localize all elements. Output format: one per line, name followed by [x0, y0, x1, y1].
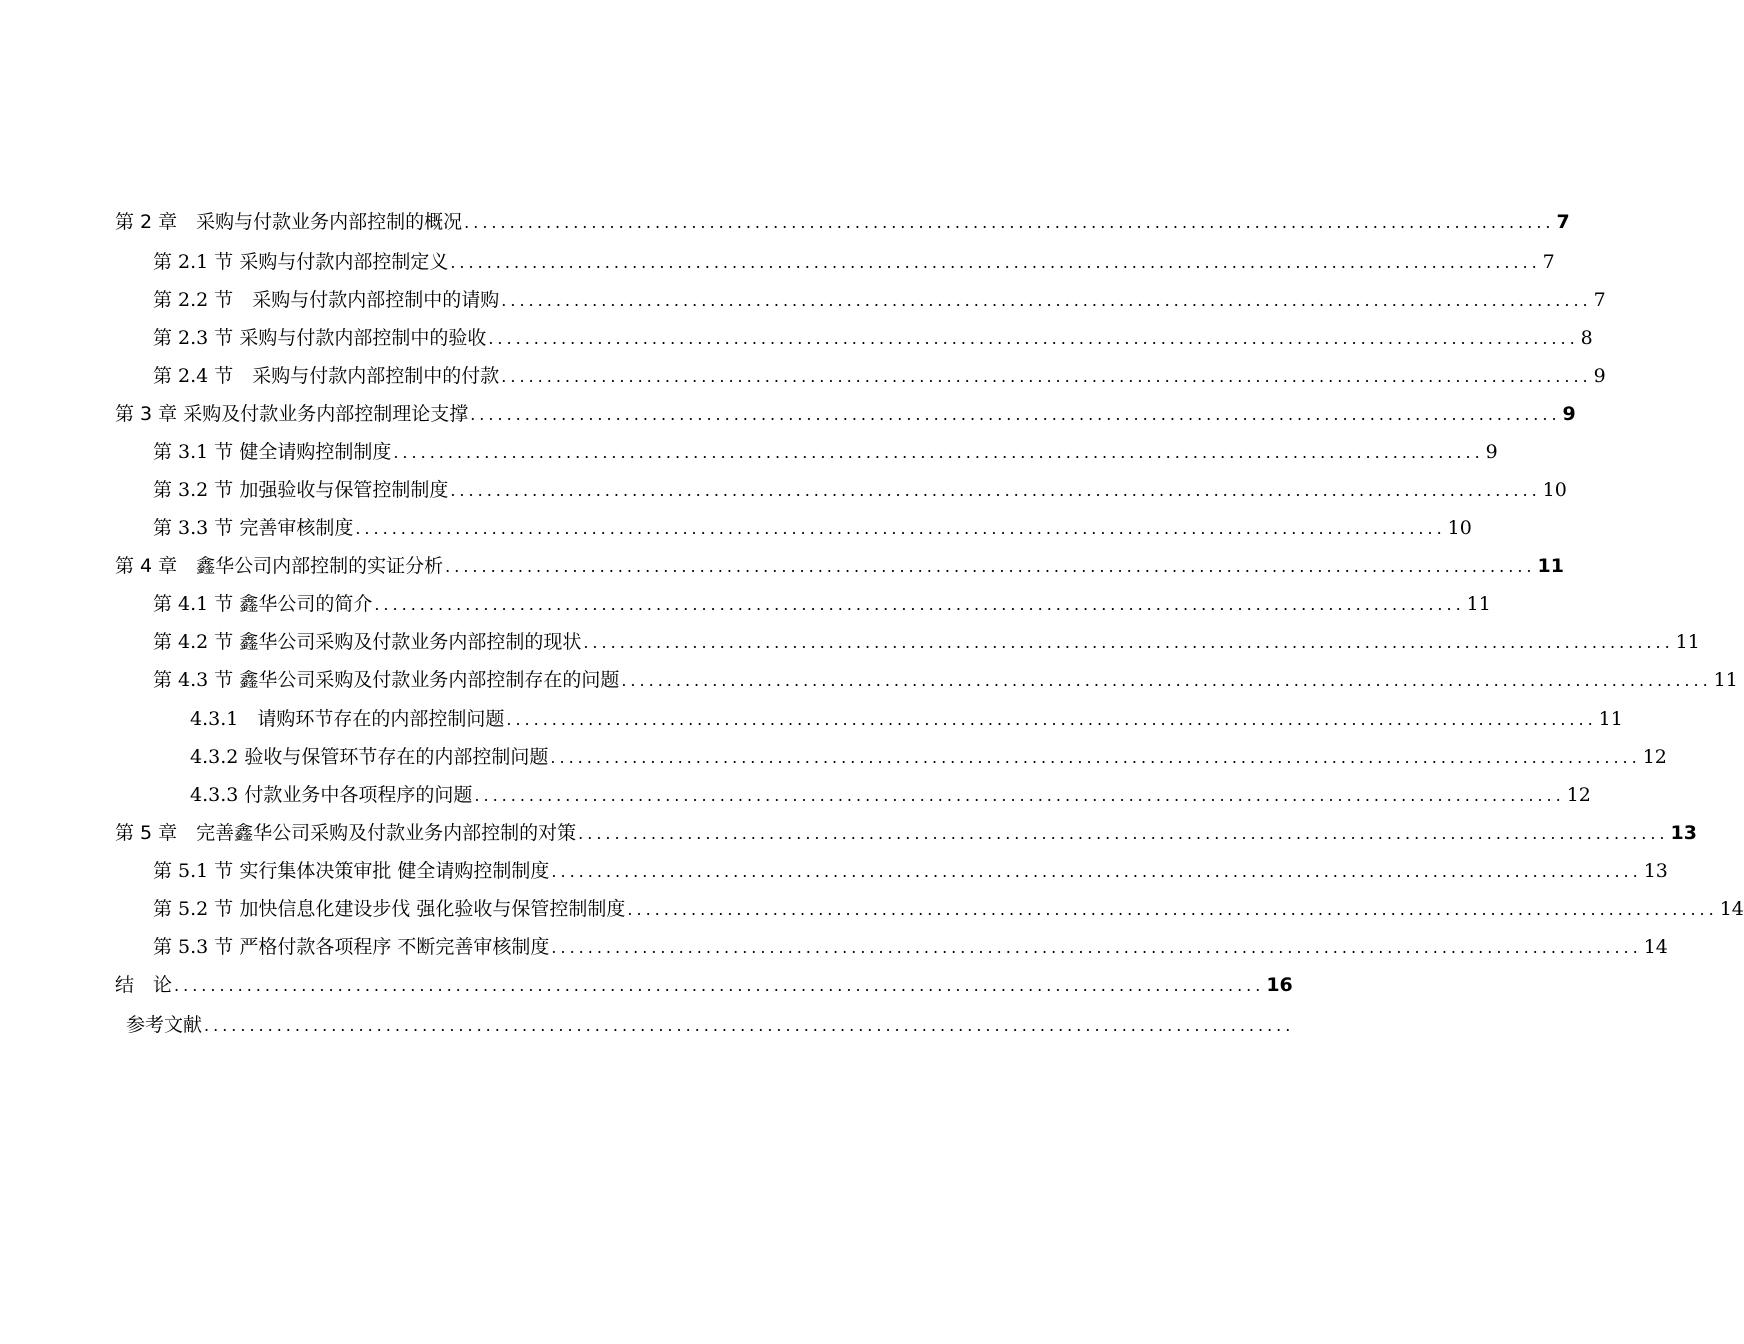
toc-entry-subsection-4-3-1[interactable] [190, 700, 1623, 738]
toc-entry-section-2-3[interactable] [153, 319, 1593, 357]
toc-entry-section-2-2[interactable] [153, 281, 1606, 319]
dot-leader: ........................................................................................................................ [374, 595, 1465, 614]
toc-entry-references[interactable] [126, 1006, 1295, 1044]
dot-leader: ........................................................................................................................ [583, 633, 1674, 652]
toc-entry-title: 第 3.1 节 健全请购控制制度 [153, 441, 392, 463]
toc-entry-section-3-3[interactable] [153, 509, 1472, 547]
toc-entry-title: 第 5.2 节 加快信息化建设步伐 强化验收与保管控制制度 [153, 898, 626, 920]
dot-leader: ........................................................................................................................ [551, 862, 1642, 881]
toc-entry-subsection-4-3-3[interactable] [190, 776, 1591, 814]
toc-entry-chapter-5[interactable] [115, 814, 1697, 852]
toc-entry-page: 8 [1580, 327, 1593, 349]
dot-leader: ........................................................................................................................ [204, 1016, 1295, 1035]
dot-leader: ........................................................................................................................ [174, 976, 1265, 995]
toc-entry-page: 9 [1593, 365, 1606, 387]
dot-leader: ........................................................................................................................ [445, 557, 1536, 576]
dot-leader: ........................................................................................................................ [470, 405, 1561, 424]
toc-entry-page: 9 [1562, 403, 1576, 425]
toc-entry-title: 第 3 章 采购及付款业务内部控制理论支撑 [115, 403, 469, 425]
toc-entry-title: 4.3.1 请购环节存在的内部控制问题 [190, 708, 505, 730]
toc-entry-page: 13 [1643, 860, 1668, 882]
toc-entry-page: 11 [1598, 708, 1623, 730]
toc-entry-chapter-4[interactable] [115, 547, 1564, 585]
toc-entry-title: 第 4 章 鑫华公司内部控制的实证分析 [115, 555, 444, 577]
toc-entry-page: 7 [1542, 251, 1555, 273]
toc-entry-title: 第 2.2 节 采购与付款内部控制中的请购 [153, 289, 500, 311]
toc-entry-section-2-4[interactable] [153, 357, 1606, 395]
toc-entry-section-3-1[interactable] [153, 433, 1498, 471]
toc-entry-page: 14 [1643, 936, 1668, 958]
dot-leader: ........................................................................................................................ [627, 900, 1718, 919]
toc-entry-title: 第 5.1 节 实行集体决策审批 健全请购控制制度 [153, 860, 550, 882]
toc-entry-page: 9 [1485, 441, 1498, 463]
toc-entry-section-4-2[interactable] [153, 623, 1700, 661]
toc-entry-title: 参考文献 [126, 1014, 203, 1036]
toc-entry-title: 结 论 [115, 974, 173, 996]
toc-entry-page: 12 [1566, 784, 1591, 806]
toc-entry-page: 7 [1593, 289, 1606, 311]
toc-entry-chapter-3[interactable] [115, 395, 1576, 433]
toc-entry-chapter-2[interactable] [115, 203, 1570, 241]
dot-leader: ........................................................................................................................ [474, 786, 1565, 805]
toc-entry-page: 7 [1556, 211, 1570, 233]
toc-entry-section-3-2[interactable] [153, 471, 1567, 509]
toc-entry-subsection-4-3-2[interactable] [190, 738, 1667, 776]
toc-entry-section-2-1[interactable] [153, 243, 1555, 281]
dot-leader: ........................................................................................................................ [506, 710, 1597, 729]
dot-leader: ........................................................................................................................ [450, 253, 1541, 272]
toc-entry-page: 11 [1537, 555, 1564, 577]
toc-entry-title: 第 4.3 节 鑫华公司采购及付款业务内部控制存在的问题 [153, 669, 620, 691]
toc-entry-page: 11 [1713, 669, 1738, 691]
toc-entry-title: 第 3.2 节 加强验收与保管控制制度 [153, 479, 449, 501]
toc-entry-title: 第 2 章 采购与付款业务内部控制的概况 [115, 211, 463, 233]
dot-leader: ........................................................................................................................ [355, 519, 1446, 538]
toc-entry-section-5-2[interactable] [153, 890, 1744, 928]
toc-entry-section-4-3[interactable] [153, 661, 1738, 699]
toc-entry-conclusion[interactable] [115, 966, 1293, 1004]
toc-entry-page: 16 [1266, 974, 1293, 996]
toc-entry-page: 11 [1675, 631, 1700, 653]
toc-entry-page: 10 [1542, 479, 1567, 501]
toc-entry-page: 11 [1466, 593, 1491, 615]
toc-entry-page: 12 [1642, 746, 1667, 768]
dot-leader: ........................................................................................................................ [501, 291, 1592, 310]
dot-leader: ........................................................................................................................ [578, 824, 1669, 843]
dot-leader: ........................................................................................................................ [393, 443, 1484, 462]
dot-leader: ........................................................................................................................ [621, 671, 1712, 690]
toc-entry-title: 4.3.2 验收与保管环节存在的内部控制问题 [190, 746, 549, 768]
toc-entry-title: 第 2.3 节 采购与付款内部控制中的验收 [153, 327, 487, 349]
toc-entry-section-5-1[interactable] [153, 852, 1668, 890]
dot-leader: ........................................................................................................................ [550, 748, 1641, 767]
toc-entry-page: 10 [1447, 517, 1472, 539]
toc-entry-title: 第 4.1 节 鑫华公司的简介 [153, 593, 373, 615]
dot-leader: ........................................................................................................................ [464, 213, 1555, 232]
dot-leader: ........................................................................................................................ [501, 367, 1592, 386]
toc-entry-title: 第 4.2 节 鑫华公司采购及付款业务内部控制的现状 [153, 631, 582, 653]
dot-leader: ........................................................................................................................ [450, 481, 1541, 500]
toc-entry-section-5-3[interactable] [153, 928, 1668, 966]
toc-entry-section-4-1[interactable] [153, 585, 1491, 623]
toc-entry-title: 第 3.3 节 完善审核制度 [153, 517, 354, 539]
dot-leader: ........................................................................................................................ [488, 329, 1579, 348]
toc-entry-page: 14 [1719, 898, 1744, 920]
toc-entry-title: 第 5.3 节 严格付款各项程序 不断完善审核制度 [153, 936, 550, 958]
dot-leader: ........................................................................................................................ [551, 938, 1642, 957]
toc-entry-title: 第 2.4 节 采购与付款内部控制中的付款 [153, 365, 500, 387]
toc-entry-title: 4.3.3 付款业务中各项程序的问题 [190, 784, 473, 806]
toc-entry-title: 第 5 章 完善鑫华公司采购及付款业务内部控制的对策 [115, 822, 577, 844]
toc-entry-title: 第 2.1 节 采购与付款内部控制定义 [153, 251, 449, 273]
toc-entry-page: 13 [1670, 822, 1697, 844]
